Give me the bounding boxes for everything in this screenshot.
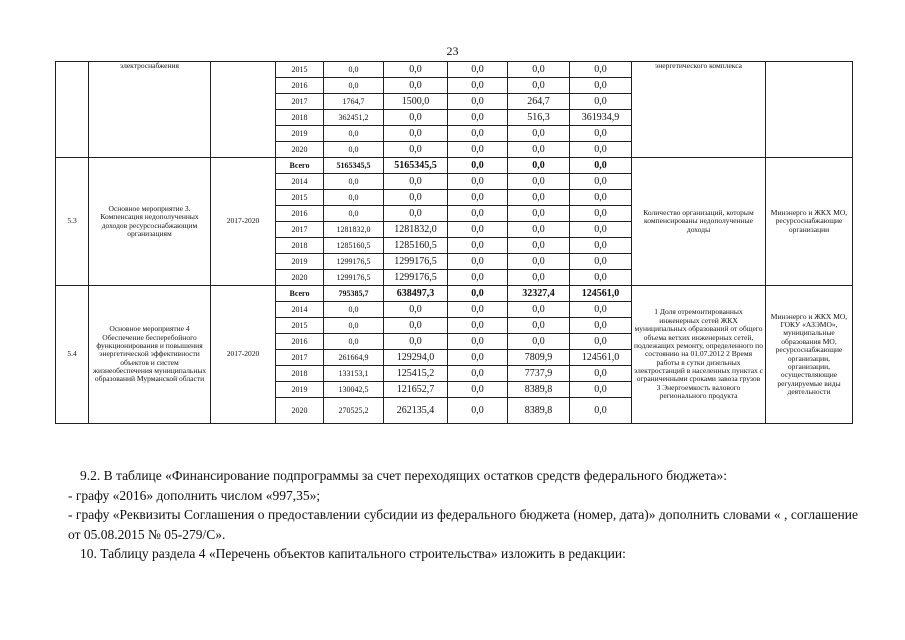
value-cell-c5: 0,0	[570, 238, 632, 254]
year-cell: 2018	[276, 366, 324, 382]
year-cell: 2017	[276, 222, 324, 238]
value-cell-c4: 7809,9	[508, 350, 570, 366]
num-cell	[56, 62, 89, 158]
value-cell-c5: 0,0	[570, 62, 632, 78]
value-cell-c3: 0,0	[448, 382, 508, 398]
year-cell: 2016	[276, 334, 324, 350]
value-cell-c5: 0,0	[570, 302, 632, 318]
value-cell-c2: 121652,7	[384, 382, 448, 398]
year-cell: 2018	[276, 238, 324, 254]
value-cell-c1: 362451,2	[324, 110, 384, 126]
value-cell-c1: 1764,7	[324, 94, 384, 110]
value-cell-c3: 0,0	[448, 126, 508, 142]
value-cell-c5: 0,0	[570, 158, 632, 174]
value-cell-c1: 1299176,5	[324, 270, 384, 286]
value-cell-c2: 0,0	[384, 62, 448, 78]
table-row	[56, 62, 853, 78]
value-cell-c2: 0,0	[384, 190, 448, 206]
value-cell-c4: 0,0	[508, 302, 570, 318]
year-cell: 2019	[276, 382, 324, 398]
value-cell-c1: 0,0	[324, 302, 384, 318]
value-cell-c4: 0,0	[508, 78, 570, 94]
value-cell-c1: 1281832,0	[324, 222, 384, 238]
value-cell-c2: 0,0	[384, 334, 448, 350]
period-cell: 2017-2020	[211, 286, 276, 424]
value-cell-c1: 270525,2	[324, 398, 384, 424]
value-cell-c4: 0,0	[508, 222, 570, 238]
value-cell-c3: 0,0	[448, 286, 508, 302]
value-cell-c5: 0,0	[570, 174, 632, 190]
value-cell-c2: 262135,4	[384, 398, 448, 424]
year-cell: 2018	[276, 110, 324, 126]
paragraph-10: 10. Таблицу раздела 4 «Перечень объектов капитального строительства» изложить в редакции:	[80, 546, 626, 561]
indicator-cell: 1 Доля отремонтированных инженерных сетей ЖКХ муниципальных образований от общего объема ветхих инженерных сетей, подлежащих ремонту, определенного по состоянию на 01.07.2012 2 Время работы в сутки дизельных электростанций в населенных пунктах с ограниченными сроками завоза грузов 3 Энергоемкость валового регионального продукта	[632, 286, 766, 424]
value-cell-c4: 0,0	[508, 334, 570, 350]
value-cell-c3: 0,0	[448, 302, 508, 318]
value-cell-c4: 0,0	[508, 158, 570, 174]
value-cell-c1: 261664,9	[324, 350, 384, 366]
year-cell: 2016	[276, 78, 324, 94]
value-cell-c5: 0,0	[570, 206, 632, 222]
value-cell-c3: 0,0	[448, 222, 508, 238]
value-cell-c3: 0,0	[448, 366, 508, 382]
value-cell-c2: 129294,0	[384, 350, 448, 366]
year-cell: 2014	[276, 174, 324, 190]
value-cell-c2: 0,0	[384, 110, 448, 126]
year-cell: 2015	[276, 62, 324, 78]
value-cell-c2: 638497,3	[384, 286, 448, 302]
year-cell: 2015	[276, 190, 324, 206]
value-cell-c2: 0,0	[384, 302, 448, 318]
value-cell-c3: 0,0	[448, 158, 508, 174]
period-cell	[211, 62, 276, 158]
year-cell: Всего	[276, 158, 324, 174]
value-cell-c1: 0,0	[324, 142, 384, 158]
value-cell-c2: 0,0	[384, 142, 448, 158]
measure-name-cell: Основное мероприятие 4 Обеспечение бесперебойного функционирования и повышения энергетической эффективности объектов и систем жизнеобеспечения муниципальных образований Мурманской области	[89, 286, 211, 424]
value-cell-c3: 0,0	[448, 398, 508, 424]
value-cell-c4: 0,0	[508, 190, 570, 206]
value-cell-c4: 0,0	[508, 126, 570, 142]
page-number: 23	[446, 44, 459, 58]
value-cell-c2: 1299176,5	[384, 270, 448, 286]
value-cell-c3: 0,0	[448, 190, 508, 206]
year-cell: 2017	[276, 350, 324, 366]
value-cell-c4: 516,3	[508, 110, 570, 126]
value-cell-c4: 0,0	[508, 238, 570, 254]
num-cell: 5.3	[56, 158, 89, 286]
value-cell-c4: 0,0	[508, 142, 570, 158]
value-cell-c2: 1500,0	[384, 94, 448, 110]
value-cell-c3: 0,0	[448, 318, 508, 334]
value-cell-c1: 0,0	[324, 174, 384, 190]
value-cell-c4: 7737,9	[508, 366, 570, 382]
value-cell-c5: 0,0	[570, 366, 632, 382]
year-cell: 2020	[276, 270, 324, 286]
value-cell-c1: 0,0	[324, 190, 384, 206]
value-cell-c1: 130042,5	[324, 382, 384, 398]
value-cell-c3: 0,0	[448, 142, 508, 158]
value-cell-c4: 264,7	[508, 94, 570, 110]
paragraph-2016: - графу «2016» дополнить числом «997,35»;	[68, 487, 321, 503]
indicator-cell: Количество организаций, которым компенсированы недополученные доходы	[632, 158, 766, 286]
value-cell-c5: 0,0	[570, 222, 632, 238]
value-cell-c3: 0,0	[448, 254, 508, 270]
value-cell-c2: 1299176,5	[384, 254, 448, 270]
value-cell-c5: 124561,0	[570, 286, 632, 302]
value-cell-c2: 0,0	[384, 206, 448, 222]
value-cell-c1: 133153,1	[324, 366, 384, 382]
value-cell-c1: 1285160,5	[324, 238, 384, 254]
value-cell-c3: 0,0	[448, 238, 508, 254]
measure-name-cell: Основное мероприятие 3. Компенсация недополученных доходов ресурсоснабжающим организациям	[89, 158, 211, 286]
value-cell-c4: 8389,8	[508, 382, 570, 398]
value-cell-c5: 0,0	[570, 382, 632, 398]
value-cell-c2: 0,0	[384, 126, 448, 142]
value-cell-c2: 5165345,5	[384, 158, 448, 174]
value-cell-c1: 0,0	[324, 62, 384, 78]
value-cell-c3: 0,0	[448, 334, 508, 350]
value-cell-c5: 0,0	[570, 334, 632, 350]
value-cell-c3: 0,0	[448, 206, 508, 222]
year-cell: 2019	[276, 126, 324, 142]
measure-name-cell: электроснабжения	[89, 62, 211, 158]
value-cell-c4: 0,0	[508, 174, 570, 190]
value-cell-c5: 0,0	[570, 318, 632, 334]
value-cell-c5: 0,0	[570, 398, 632, 424]
table-row	[56, 286, 853, 302]
value-cell-c2: 0,0	[384, 174, 448, 190]
value-cell-c5: 0,0	[570, 190, 632, 206]
value-cell-c1: 0,0	[324, 318, 384, 334]
value-cell-c2: 0,0	[384, 318, 448, 334]
value-cell-c2: 1281832,0	[384, 222, 448, 238]
value-cell-c5: 0,0	[570, 94, 632, 110]
value-cell-c3: 0,0	[448, 350, 508, 366]
value-cell-c4: 0,0	[508, 62, 570, 78]
value-cell-c2: 1285160,5	[384, 238, 448, 254]
value-cell-c1: 795385,7	[324, 286, 384, 302]
value-cell-c2: 0,0	[384, 78, 448, 94]
value-cell-c4: 0,0	[508, 254, 570, 270]
year-cell: 2015	[276, 318, 324, 334]
value-cell-c4: 0,0	[508, 318, 570, 334]
value-cell-c1: 5165345,5	[324, 158, 384, 174]
value-cell-c3: 0,0	[448, 78, 508, 94]
value-cell-c3: 0,0	[448, 110, 508, 126]
value-cell-c5: 124561,0	[570, 350, 632, 366]
value-cell-c5: 0,0	[570, 142, 632, 158]
year-cell: 2014	[276, 302, 324, 318]
year-cell: 2020	[276, 398, 324, 424]
value-cell-c4: 0,0	[508, 270, 570, 286]
executor-cell: Минэнерго и ЖКХ МО, ГОКУ «АЗЭМО», муниципальные образования МО, ресурсоснабжающие организации, организации, осуществляющие регулируемые виды деятельности	[766, 286, 853, 424]
value-cell-c5: 0,0	[570, 270, 632, 286]
year-cell: 2020	[276, 142, 324, 158]
executor-cell: Минэнерго и ЖКХ МО, ресурсоснабжающие организации	[766, 158, 853, 286]
value-cell-c5: 0,0	[570, 126, 632, 142]
executor-cell	[766, 62, 853, 158]
paragraph-9-2: 9.2. В таблице «Финансирование подпрограммы за счет переходящих остатков средств федерального бюджета»:	[80, 468, 728, 483]
value-cell-c4: 0,0	[508, 206, 570, 222]
year-cell: 2017	[276, 94, 324, 110]
year-cell: 2019	[276, 254, 324, 270]
value-cell-c5: 361934,9	[570, 110, 632, 126]
value-cell-c3: 0,0	[448, 62, 508, 78]
paragraph-requisites: - графу «Реквизиты Соглашения о предоставлении субсидии из федерального бюджета (номер, дата)» дополнить словами « , соглашение от 05.08.2015 № 05-279/С».	[68, 507, 858, 542]
value-cell-c3: 0,0	[448, 174, 508, 190]
value-cell-c1: 0,0	[324, 78, 384, 94]
value-cell-c4: 8389,8	[508, 398, 570, 424]
value-cell-c1: 0,0	[324, 126, 384, 142]
value-cell-c1: 1299176,5	[324, 254, 384, 270]
year-cell: Всего	[276, 286, 324, 302]
value-cell-c3: 0,0	[448, 270, 508, 286]
value-cell-c1: 0,0	[324, 334, 384, 350]
value-cell-c1: 0,0	[324, 206, 384, 222]
body-text	[68, 466, 858, 564]
table-row	[56, 158, 853, 174]
value-cell-c4: 32327,4	[508, 286, 570, 302]
value-cell-c3: 0,0	[448, 94, 508, 110]
period-cell: 2017-2020	[211, 158, 276, 286]
program-table	[55, 61, 853, 424]
value-cell-c5: 0,0	[570, 78, 632, 94]
year-cell: 2016	[276, 206, 324, 222]
indicator-cell: энергетического комплекса	[632, 62, 766, 158]
value-cell-c2: 125415,2	[384, 366, 448, 382]
num-cell: 5.4	[56, 286, 89, 424]
value-cell-c5: 0,0	[570, 254, 632, 270]
